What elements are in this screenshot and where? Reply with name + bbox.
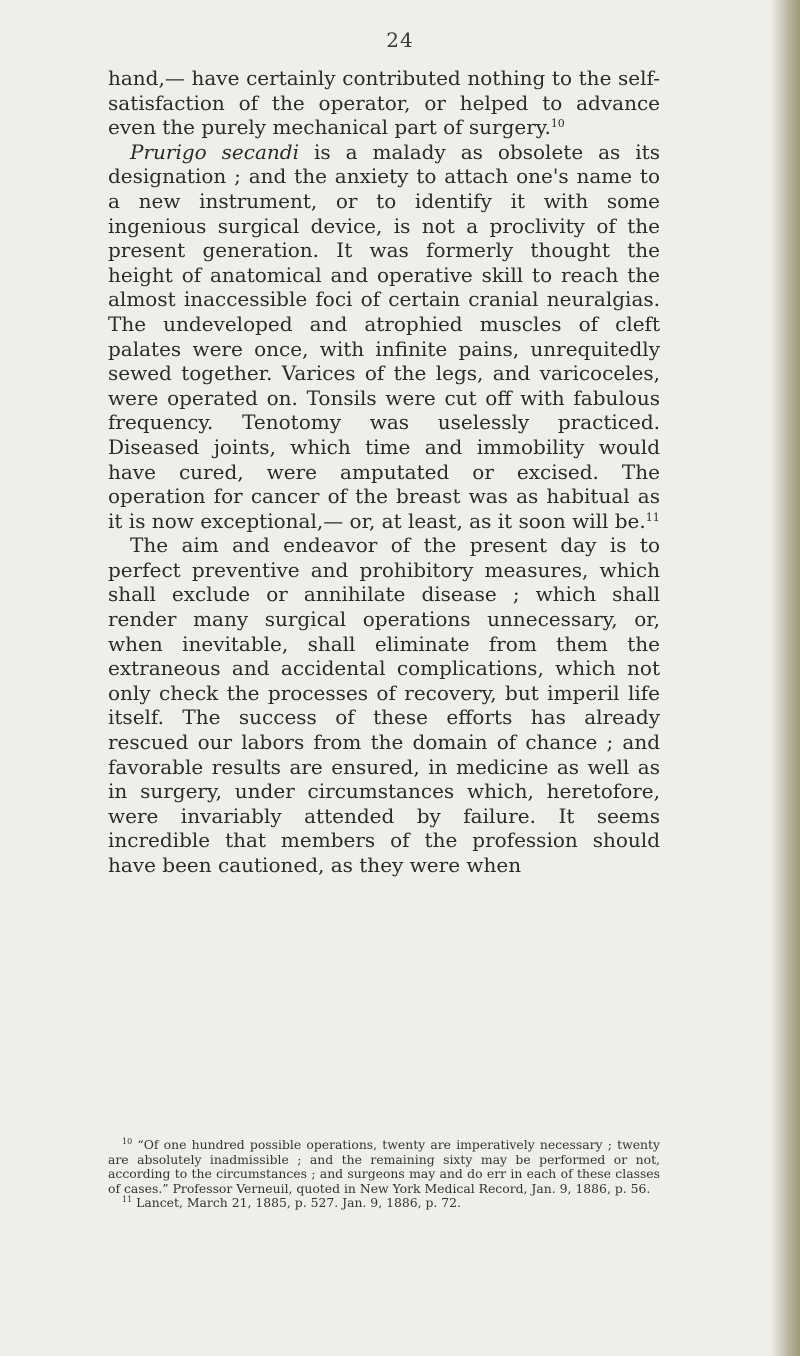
footnote-10 [108,1138,660,1196]
footnote-11-text: Lancet, March 21, 1885, p. 527. Jan. 9, 1886, p. 72. [132,1195,461,1211]
paragraph-2 [108,140,660,534]
body-text [108,66,660,878]
footnote-ref-11: 11 [645,510,660,524]
footnotes [108,1138,660,1211]
paragraph-2-italic-term: Prurigo secandi [130,139,299,164]
footnote-ref-10: 10 [550,117,565,131]
paragraph-3 [108,533,660,877]
footnote-11-marker: 11 [122,1195,133,1205]
paragraph-3-text: The aim and endeavor of the present day is to perfect preventive and prohibitory measures, which shall exclude or annihilate disease ; which shall render many surgical operations unnecessary, or, when inevitable, shall eliminate from them the extraneous and accidental complications, which not only check the processes of recovery, but imperil life itself. The success of these efforts has already rescued our labors from the domain of chance ; and favorable results are ensured, in medicine as well as in surgery, under circumstances which, heretofore, were invariably attended by failure. It seems incredible that members of the profession should have been cautioned, as they were when [108,533,660,877]
paragraph-2-text: is a malady as obsolete as its designation ; and the anxiety to attach one's name to a new instrument, or to identify it with some ingenious surgical device, is not a proclivity of the present generation. It was formerly thought the height of anatomical and operative skill to reach the almost inaccessible foci of certain cranial neuralgias. The undeveloped and atrophied muscles of cleft palates were once, with infinite pains, unrequitedly sewed together. Varices of the legs, and varicoceles, were operated on. Tonsils were cut off with fabulous frequency. Tenotomy was uselessly practiced. Diseased joints, which time and immobility would have cured, were amputated or excised. The operation for cancer of the breast was as habitual as it is now exceptional,— or, at least, as it soon will be. [108,139,660,533]
page-spine-shadow [770,0,800,1356]
footnote-11 [108,1196,660,1211]
footnote-10-marker: 10 [122,1137,133,1146]
page-number: 24 [386,28,414,52]
footnote-10-text: “Of one hundred possible operations, twenty are imperatively necessary ; twenty are absolutely inadmissible ; and the remaining sixty may be performed or not, according to the circumstances ; and surgeons may and do err in each of these classes of cases.” Professor Verneuil, quoted in New York Medical Record, Jan. 9, 1886, p. 56. [108,1137,660,1196]
paragraph-1 [108,66,660,140]
paragraph-1-text: hand,— have certainly contributed nothing to the self-satisfaction of the operator, or helped to advance even the purely mechanical part of surgery. [108,66,660,140]
